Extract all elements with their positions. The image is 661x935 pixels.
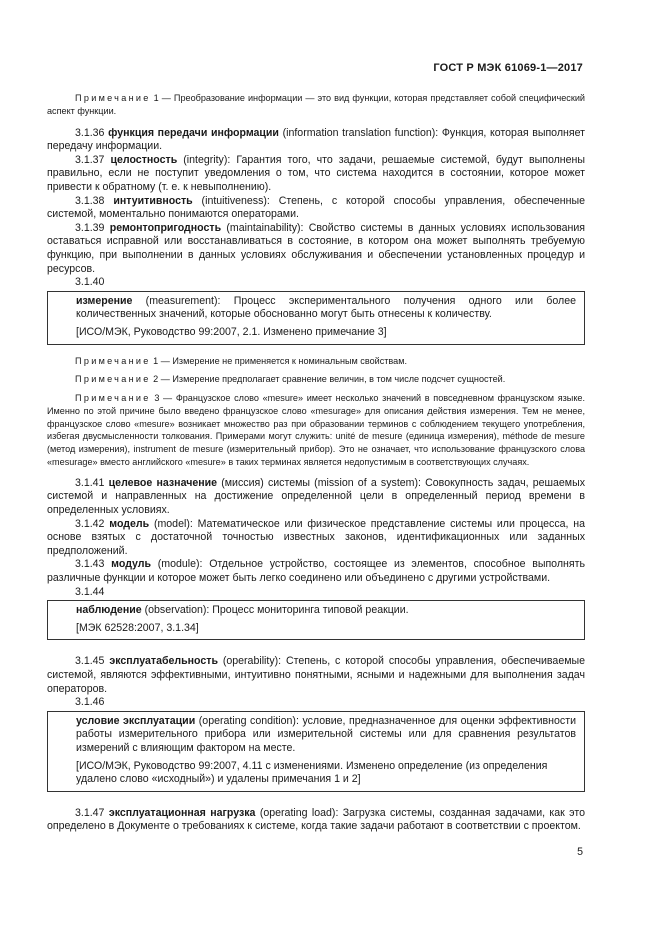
term-box-3-1-40 [47, 291, 585, 345]
note-text: 1 — Измерение не применяется к номинальным свойствам. [150, 355, 407, 366]
note-text: 3 — Французское слово «mesure» имеет несколько значений в повседневном французском языке. Именно по этой причине было введено французское слово «mesurage» для описания действия измерения. Тем не менее, французское слово «mesure» возникает множество раз при образовании терминов с соблюдением текущего употребления, избегая двусмысленности толкования. Примерами могут служить: unité de mesure (единица измерения), méthode de mesure (метод измерения), instrument de mesure (измерительный прибор). Это не означает, что использование французского слова «mesurage» вместо английского «mesure» в таких терминах является недопустимым в соответствующих случаях. [47, 393, 585, 468]
term-number: 3.1.38 [75, 194, 105, 207]
term-entry-3-1-37 [47, 154, 585, 195]
note [47, 392, 585, 469]
term-number: 3.1.42 [75, 517, 105, 530]
term-name: условие эксплуатации [76, 714, 196, 727]
term-name: эксплуатационная нагрузка [108, 806, 256, 819]
term-entry-3-1-43 [47, 558, 585, 585]
term-number: 3.1.41 [75, 476, 105, 489]
note [47, 92, 585, 118]
note-text: 2 — Измерение предполагает сравнение величин, в том числе подсчет сущностей. [150, 374, 506, 385]
term-number: 3.1.44 [75, 585, 105, 598]
term-entry-3-1-42 [47, 518, 585, 559]
page-number: 5 [577, 846, 583, 858]
term-source: [ИСО/МЭК, Руководство 99:2007, 4.11 с изменениями. Изменено определение (из определения удалено слово «исходный») и удалены примечания 1 и 2] [76, 759, 548, 786]
term-entry [76, 295, 576, 322]
term-number: 3.1.36 [75, 126, 105, 139]
term-number: 3.1.46 [75, 696, 105, 709]
term-definition: (measurement): Процесс экспериментального получения одного или более количественных значений, которые обоснованно могут быть отнесены к количеству. [76, 294, 576, 321]
term-box-3-1-46 [47, 711, 585, 792]
term-source: [ИСО/МЭК, Руководство 99:2007, 2.1. Изменено примечание 3] [76, 325, 387, 338]
note-label: Примечание [75, 374, 151, 385]
term-definition: (information translation function): Функция, которая выполняет передачу информации. [47, 126, 585, 153]
term-definition: (intuitiveness): Степень, с которой способы управления, обеспеченные системой, моментально понимаются операторами. [47, 194, 585, 221]
term-name: функция передачи информации [108, 126, 279, 139]
term-entry-3-1-39 [47, 222, 585, 276]
term-name: интуитивность [113, 194, 193, 207]
term-definition: (observation): Процесс мониторинга типовой реакции. [141, 604, 409, 617]
term-entry-3-1-47 [47, 807, 585, 834]
term-name: ремонтопригодность [109, 221, 222, 234]
term-name: эксплуатабельность [109, 655, 218, 668]
page-content [47, 92, 585, 834]
term-name: целевое назначение [108, 476, 218, 489]
term-number: 3.1.43 [75, 558, 105, 571]
term-number: 3.1.39 [75, 221, 105, 234]
term-entry-3-1-41 [47, 477, 585, 518]
standard-header: ГОСТ Р МЭК 61069-1—2017 [433, 62, 583, 74]
note-text: 1 — Преобразование информации — это вид функции, которая представляет собой специфический аспект функции. [47, 93, 585, 116]
term-definition: (module): Отдельное устройство, состоящее из элементов, способное выполнять различные функции и которое может быть легко соединено или объединено с другими устройствами. [47, 558, 585, 585]
term-definition: (operability): Степень, с которой способы управления, обеспечиваемые системой, являются эффективными, интуитивно понятными, ясными и надежными для выполнения задач операторов. [47, 655, 585, 695]
term-definition: (миссия) системы (mission of a system): Совокупность задач, решаемых системой и направленных на достижение определенной цели в определенный период времени в определенных условиях. [47, 476, 585, 517]
note [47, 373, 585, 386]
term-entry-3-1-45 [47, 655, 585, 696]
term-name: измерение [76, 294, 133, 307]
term-number: 3.1.37 [75, 153, 105, 166]
note-label: Примечание [75, 355, 151, 366]
term-entry-3-1-38 [47, 195, 585, 222]
term-number: 3.1.47 [75, 806, 105, 819]
term-name: целостность [110, 153, 178, 166]
term-definition: (operating load): Загрузка системы, созданная задачами, как это определено в Документе о требованиях к системе, когда такие задачи работают в соответствии с проектом. [47, 806, 585, 833]
note-label: Примечание [75, 393, 151, 404]
term-definition: (operating condition): условие, предназначенное для оценки эффективности работы измерительного прибора или измерительной системы или для сравнения результатов измерений с влияющим фактором на месте. [76, 714, 576, 754]
term-box-3-1-44 [47, 600, 585, 640]
term-entry [76, 715, 576, 756]
note-label: Примечание [75, 93, 151, 103]
term-number: 3.1.45 [75, 655, 105, 668]
term-entry-3-1-36 [47, 127, 585, 154]
term-entry [76, 604, 576, 618]
term-definition: (integrity): Гарантия того, что задачи, решаемые системой, будут выполнены правильно, если не поступит уведомления о том, что система находится в состоянии, которое может привести к обратному (т. е. к невыполнению). [47, 153, 585, 193]
term-definition: (model): Математическое или физическое представление системы или процесса, на основе взятых с достаточной точностью известных законов, идентификационных или заданных предположений. [47, 517, 585, 557]
term-name: модель [109, 517, 150, 530]
term-name: модуль [111, 558, 152, 571]
term-source: [МЭК 62528:2007, 3.1.34] [76, 621, 199, 634]
note [47, 355, 585, 368]
term-definition: (maintainability): Свойство системы в данных условиях использования оставаться исправной или восстанавливаться в состояние, в котором она может выполнять требуемую функцию, при выполнении в данных условиях обслуживания и обеспечении установленных процедур и ресурсов. [47, 221, 585, 275]
term-name: наблюдение [76, 604, 142, 617]
term-number: 3.1.40 [75, 276, 105, 289]
